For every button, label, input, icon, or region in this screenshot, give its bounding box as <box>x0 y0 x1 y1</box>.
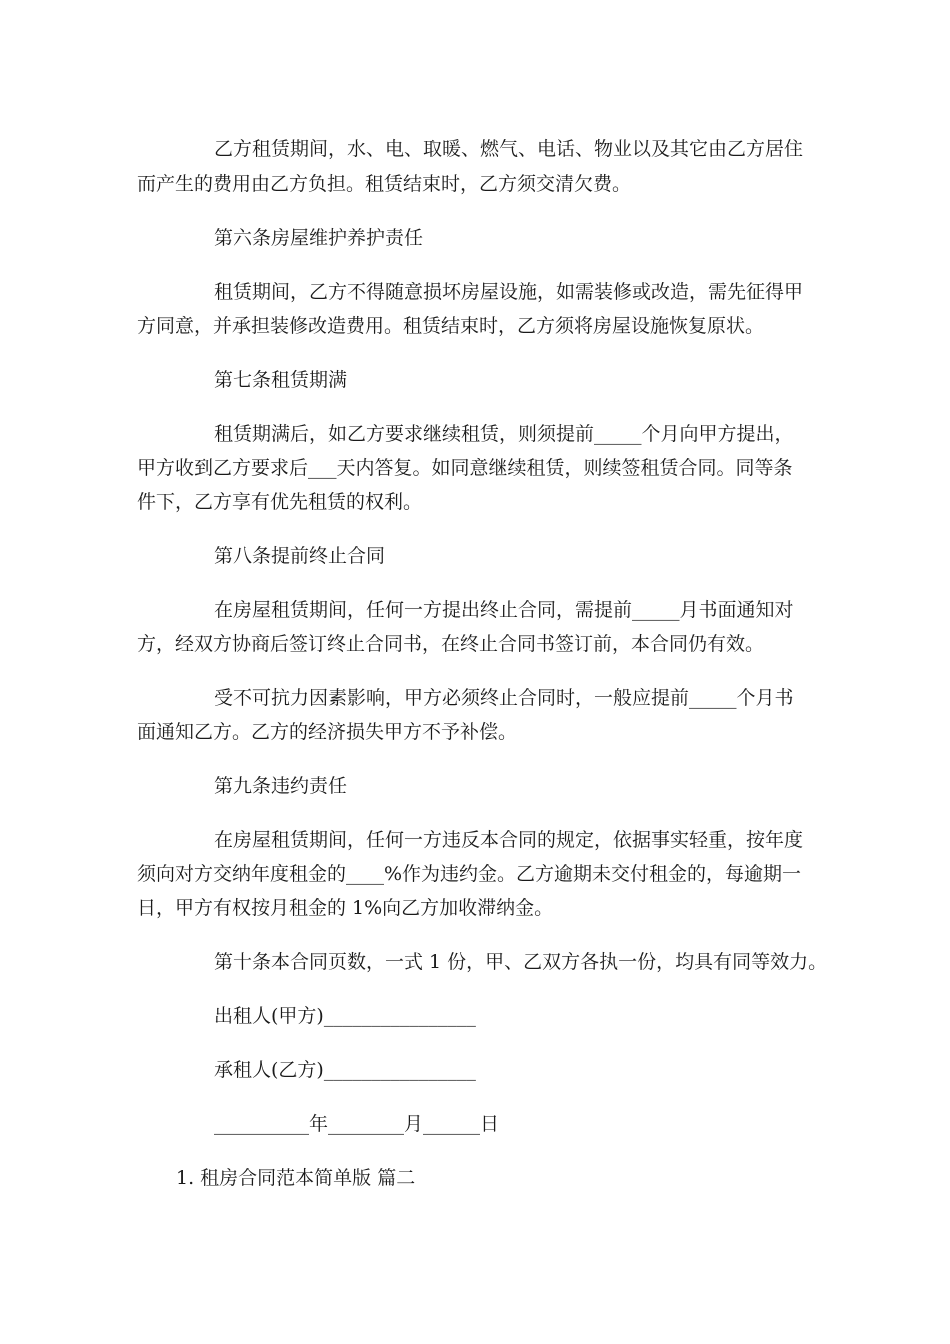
section-heading: 第七条租赁期满 <box>214 369 348 391</box>
section-heading: 第六条房屋维护养护责任 <box>214 227 424 249</box>
paragraph-line: 第十条本合同页数，一式 1 份，甲、乙双方各执一份，均具有同等效力。 <box>214 951 828 973</box>
paragraph-line: 方同意，并承担装修改造费用。租赁结束时，乙方须将房屋设施恢复原状。 <box>137 315 765 337</box>
paragraph-line: 件下，乙方享有优先租赁的权利。 <box>137 491 423 513</box>
paragraph-line: 乙方租赁期间，水、电、取暖、燃气、电话、物业以及其它由乙方居住 <box>214 138 804 160</box>
paragraph-line: 甲方收到乙方要求后___天内答复。如同意继续租赁，则续签租赁合同。同等条 <box>137 457 793 479</box>
section-heading: 第九条违约责任 <box>214 775 348 797</box>
paragraph-line: 租赁期满后，如乙方要求继续租赁，则须提前_____个月向甲方提出， <box>214 423 794 445</box>
date-line: __________年________月______日 <box>214 1113 500 1135</box>
paragraph-line: 而产生的费用由乙方负担。租赁结束时，乙方须交清欠费。 <box>137 173 632 195</box>
lessor-signature-line: 出租人(甲方)________________ <box>214 1005 476 1027</box>
paragraph-line: 在房屋租赁期间，任何一方提出终止合同，需提前_____月书面通知对 <box>214 599 794 621</box>
paragraph-line: 方，经双方协商后签订终止合同书，在终止合同书签订前，本合同仍有效。 <box>137 633 765 655</box>
section-heading: 第八条提前终止合同 <box>214 545 386 567</box>
paragraph-line: 须向对方交纳年度租金的____%作为违约金。乙方逾期未交付租金的，每逾期一 <box>137 863 802 885</box>
paragraph-line: 受不可抗力因素影响，甲方必须终止合同时，一般应提前_____个月书 <box>214 687 794 709</box>
paragraph-line: 在房屋租赁期间，任何一方违反本合同的规定，依据事实轻重，按年度 <box>214 829 804 851</box>
lessee-signature-line: 承租人(乙方)________________ <box>214 1059 476 1081</box>
paragraph-line: 面通知乙方。乙方的经济损失甲方不予补偿。 <box>137 721 518 743</box>
list-item-heading: 1. 租房合同范本简单版 篇二 <box>176 1167 416 1189</box>
paragraph-line: 日，甲方有权按月租金的 1%向乙方加收滞纳金。 <box>137 897 554 919</box>
paragraph-line: 租赁期间，乙方不得随意损坏房屋设施，如需装修或改造，需先征得甲 <box>214 281 804 303</box>
